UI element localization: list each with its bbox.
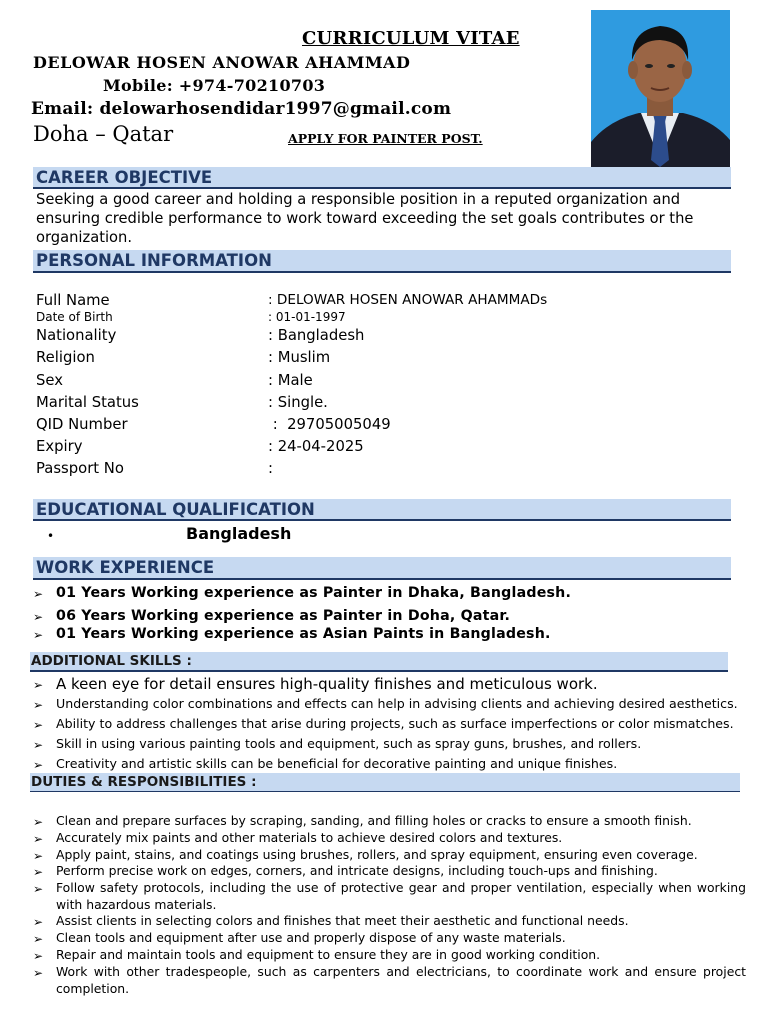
arrow-bullet-icon: ➢ bbox=[33, 738, 44, 752]
info-value-nationality: : Bangladesh bbox=[268, 327, 365, 344]
duty-item: Follow safety protocols, including the use of protective gear and proper ventilation, especially when working with hazardous materials. bbox=[56, 880, 746, 912]
arrow-bullet-icon: ➢ bbox=[33, 832, 44, 846]
work-experience-item: 01 Years Working experience as Asian Paints in Bangladesh. bbox=[56, 626, 551, 642]
section-header-duties bbox=[30, 773, 740, 792]
duty-item: Perform precise work on edges, corners, and intricate designs, including touch-ups and finishing. bbox=[56, 863, 658, 878]
info-value-marital-status: : Single. bbox=[268, 394, 328, 411]
arrow-bullet-icon: ➢ bbox=[33, 758, 44, 772]
duty-item: Clean and prepare surfaces by scraping, sanding, and filling holes or cracks to ensure a smooth finish. bbox=[56, 813, 692, 828]
bullet-icon: • bbox=[47, 529, 55, 543]
duty-item: Accurately mix paints and other materials to achieve desired colors and textures. bbox=[56, 830, 563, 845]
skill-item: Ability to address challenges that arise during projects, such as surface imperfections or color mismatches. bbox=[56, 716, 734, 731]
arrow-bullet-icon: ➢ bbox=[33, 849, 44, 863]
skill-item: A keen eye for detail ensures high-quality finishes and meticulous work. bbox=[56, 675, 598, 693]
arrow-bullet-icon: ➢ bbox=[33, 718, 44, 732]
applicant-name: DELOWAR HOSEN ANOWAR AHAMMAD bbox=[33, 53, 411, 72]
arrow-bullet-icon: ➢ bbox=[33, 915, 44, 929]
duty-item: Work with other tradespeople, such as carpenters and electricians, to coordinate work and ensure project completion. bbox=[56, 964, 746, 996]
section-header-additional-skills bbox=[30, 652, 728, 672]
info-label-full-name: Full Name bbox=[36, 292, 110, 309]
info-label-passport-no: Passport No bbox=[36, 460, 124, 477]
arrow-bullet-icon: ➢ bbox=[33, 678, 44, 692]
education-item: Bangladesh bbox=[186, 524, 292, 543]
arrow-bullet-icon: ➢ bbox=[33, 698, 44, 712]
arrow-bullet-icon: ➢ bbox=[33, 610, 44, 624]
info-label-nationality: Nationality bbox=[36, 327, 117, 344]
arrow-bullet-icon: ➢ bbox=[33, 949, 44, 963]
duty-item: Assist clients in selecting colors and finishes that meet their aesthetic and functional needs. bbox=[56, 913, 629, 928]
section-title: DUTIES & RESPONSIBILITIES : bbox=[31, 774, 257, 790]
arrow-bullet-icon: ➢ bbox=[33, 815, 44, 829]
career-objective-text: Seeking a good career and holding a responsible position in a reputed organization and ensuring credible performance to work toward exceeding the set goals contributes or the organization. bbox=[36, 191, 694, 246]
info-value-date-of-birth: : 01-01-1997 bbox=[268, 310, 346, 324]
section-header-work-experience bbox=[33, 557, 731, 580]
section-title: PERSONAL INFORMATION bbox=[36, 251, 272, 270]
section-header-career-objective bbox=[33, 167, 731, 189]
mobile-number: Mobile: +974-70210703 bbox=[103, 76, 326, 95]
section-header-personal-information bbox=[33, 250, 731, 273]
section-header-education bbox=[33, 499, 731, 521]
info-label-sex: Sex bbox=[36, 372, 63, 389]
skill-item: Creativity and artistic skills can be beneficial for decorative painting and unique finishes. bbox=[56, 756, 618, 771]
profile-photo bbox=[591, 10, 730, 167]
info-value-passport-no: : bbox=[268, 460, 273, 477]
document-title: CURRICULUM VITAE bbox=[302, 28, 520, 49]
duty-item: Apply paint, stains, and coatings using brushes, rollers, and spray equipment, ensuring even coverage. bbox=[56, 847, 698, 862]
section-title: WORK EXPERIENCE bbox=[36, 558, 215, 577]
info-value-expiry: : 24-04-2025 bbox=[268, 438, 364, 455]
info-value-sex: : Male bbox=[268, 372, 313, 389]
arrow-bullet-icon: ➢ bbox=[33, 628, 44, 642]
section-title: EDUCATIONAL QUALIFICATION bbox=[36, 500, 315, 519]
info-label-religion: Religion bbox=[36, 349, 95, 366]
arrow-bullet-icon: ➢ bbox=[33, 966, 44, 980]
work-experience-item: 06 Years Working experience as Painter in Doha, Qatar. bbox=[56, 608, 511, 624]
info-label-date-of-birth: Date of Birth bbox=[36, 310, 113, 324]
arrow-bullet-icon: ➢ bbox=[33, 865, 44, 879]
info-value-religion: : Muslim bbox=[268, 349, 331, 366]
work-experience-item: 01 Years Working experience as Painter in Dhaka, Bangladesh. bbox=[56, 585, 572, 601]
section-title: CAREER OBJECTIVE bbox=[36, 168, 213, 187]
duty-item: Repair and maintain tools and equipment to ensure they are in good working condition. bbox=[56, 947, 601, 962]
info-value-full-name: : DELOWAR HOSEN ANOWAR AHAMMADs bbox=[268, 292, 548, 308]
arrow-bullet-icon: ➢ bbox=[33, 932, 44, 946]
applied-post: APPLY FOR PAINTER POST. bbox=[288, 131, 483, 146]
duty-item: Clean tools and equipment after use and properly dispose of any waste materials. bbox=[56, 930, 566, 945]
info-value-qid-number: : 29705005049 bbox=[268, 416, 391, 433]
arrow-bullet-icon: ➢ bbox=[33, 587, 44, 601]
skill-item: Skill in using various painting tools and equipment, such as spray guns, brushes, and rollers. bbox=[56, 736, 642, 751]
section-title: ADDITIONAL SKILLS : bbox=[31, 653, 192, 669]
skill-item: Understanding color combinations and effects can help in advising clients and achieving desired aesthetics. bbox=[56, 696, 738, 711]
info-label-expiry: Expiry bbox=[36, 438, 83, 455]
location: Doha – Qatar bbox=[33, 122, 174, 146]
portrait-illustration bbox=[591, 10, 730, 167]
info-label-marital-status: Marital Status bbox=[36, 394, 139, 411]
email-address: Email: delowarhosendidar1997@gmail.com bbox=[31, 99, 452, 119]
info-label-qid-number: QID Number bbox=[36, 416, 128, 433]
arrow-bullet-icon: ➢ bbox=[33, 882, 44, 896]
